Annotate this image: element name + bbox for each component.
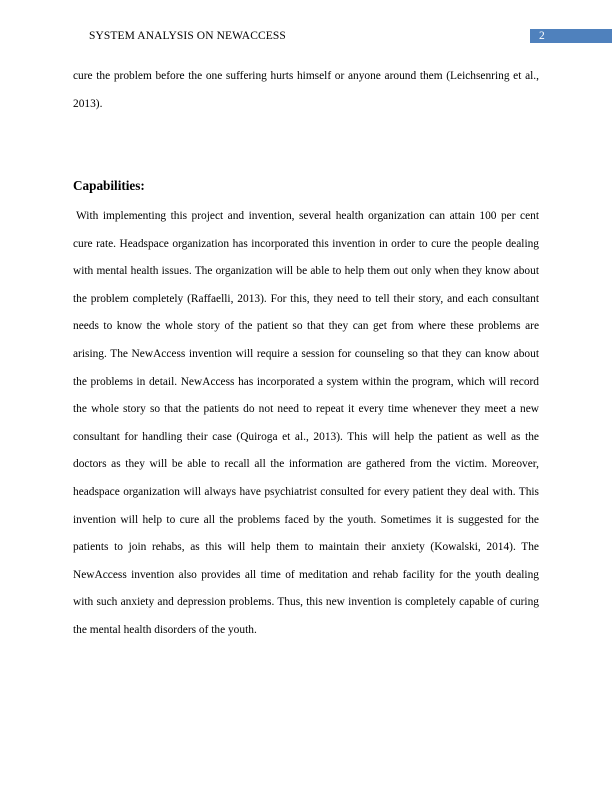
page-number-badge bbox=[530, 29, 612, 43]
continued-paragraph: cure the problem before the one suffering hurts himself or anyone around them (Leichsenring et al., 2013). bbox=[73, 70, 539, 110]
page-number: 2 bbox=[539, 30, 545, 42]
section-heading-capabilities: Capabilities: bbox=[73, 178, 145, 193]
running-head-title: SYSTEM ANALYSIS ON NEWACCESS bbox=[89, 30, 286, 42]
capabilities-paragraph: With implementing this project and invention, several health organization can attain 100 per cent cure rate. Headspace organization has incorporated this invention in order to cure the people dealing with mental health issues. The organization will be able to help them out only when they know about the problem completely (Raffaelli, 2013). For this, they need to tell their story, and each consultant needs to know the whole story of the patient so that they can get from where these problems are arising. The NewAccess invention will require a session for counseling so that they can know about the problems in detail. NewAccess has incorporated a system within the program, which will record the whole story so that the patients do not need to repeat it every time whenever they meet a new consultant for handling their case (Quiroga et al., 2013). This will help the patient as well as the doctors as they will be able to recall all the information are gathered from the victim. Moreover, headspace organization will always have psychiatrist consulted for every patient they deal with. This invention will help to cure all the problems faced by the youth. Sometimes it is suggested for the patients to join rehabs, as this will help them to maintain their anxiety (Kowalski, 2014). The NewAccess invention also provides all time of meditation and rehab facility for the youth dealing with such anxiety and depression problems. Thus, this new invention is completely capable of curing the mental health disorders of the youth. bbox=[73, 210, 539, 636]
